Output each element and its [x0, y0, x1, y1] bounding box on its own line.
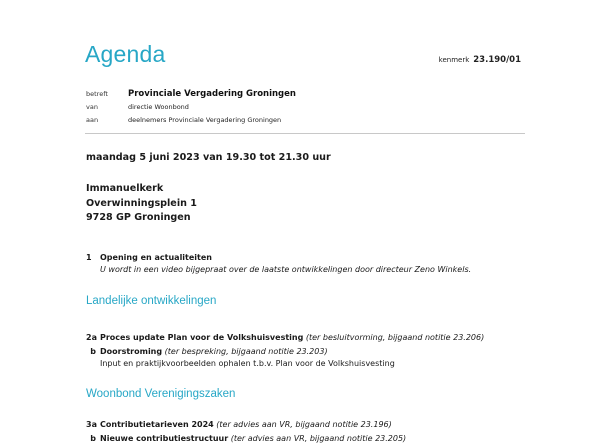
aan-label: aan	[86, 116, 99, 124]
item-note: (ter advies aan VR, bijgaand notitie 23.196)	[213, 420, 392, 429]
meta-betreft	[86, 88, 296, 101]
kenmerk-label: kenmerk	[438, 56, 470, 64]
item-note: (ter besluitvorming, bijgaand notitie 23.206)	[303, 333, 485, 342]
reference-number	[439, 55, 521, 65]
item-title: Contributietarieven 2024	[100, 420, 214, 429]
agenda-item-1	[86, 252, 471, 276]
agenda-item-3b	[86, 433, 406, 445]
section-heading-landelijk: Landelijke ontwikkelingen	[86, 295, 217, 307]
item-number: b	[90, 347, 96, 356]
aan-value: deelnemers Provinciale Vergadering Groningen	[128, 116, 282, 124]
divider	[85, 133, 525, 134]
meeting-date: maandag 5 juni 2023 van 19.30 tot 21.30 uur	[86, 152, 331, 163]
item-title: Doorstroming	[100, 347, 163, 356]
item-number: 2a	[86, 333, 97, 342]
section-heading-verenigingszaken: Woonbond Verenigingszaken	[86, 388, 236, 400]
van-label: van	[86, 103, 98, 111]
address-line-1: Immanuelkerk	[86, 183, 164, 194]
agenda-item-2b	[86, 346, 395, 370]
item-description: Input en praktijkvoorbeelden ophalen t.b.v. Plan voor de Volkshuisvesting	[100, 359, 395, 368]
meeting-address	[86, 182, 197, 226]
address-line-2: Overwinningsplein 1	[86, 197, 197, 209]
item-number: b	[90, 434, 96, 443]
page-title: Agenda	[85, 41, 166, 67]
address-line-3: 9728 GP Groningen	[86, 212, 191, 223]
van-value: directie Woonbond	[128, 103, 189, 111]
betreft-value: Provinciale Vergadering Groningen	[128, 89, 296, 99]
item-description: U wordt in een video bijgepraat over de laatste ontwikkelingen door directeur Zeno Winkels.	[100, 265, 472, 274]
agenda-item-2a	[86, 332, 484, 344]
item-note: (ter advies aan VR, bijgaand notitie 23.205)	[228, 434, 407, 443]
agenda-item-3a	[86, 419, 392, 431]
item-note: (ter bespreking, bijgaand notitie 23.203)	[162, 347, 328, 356]
item-title: Proces update Plan voor de Volkshuisvesting	[100, 333, 304, 342]
meta-block	[86, 88, 296, 127]
item-number: 3a	[86, 420, 97, 429]
kenmerk-value: 23.190/01	[473, 55, 521, 65]
item-title: Opening en actualiteiten	[100, 253, 212, 262]
item-number: 1	[86, 253, 92, 262]
meta-aan	[86, 114, 296, 127]
betreft-label: betreft	[86, 90, 108, 98]
item-title: Nieuwe contributiestructuur	[100, 434, 229, 443]
meta-van	[86, 101, 296, 114]
